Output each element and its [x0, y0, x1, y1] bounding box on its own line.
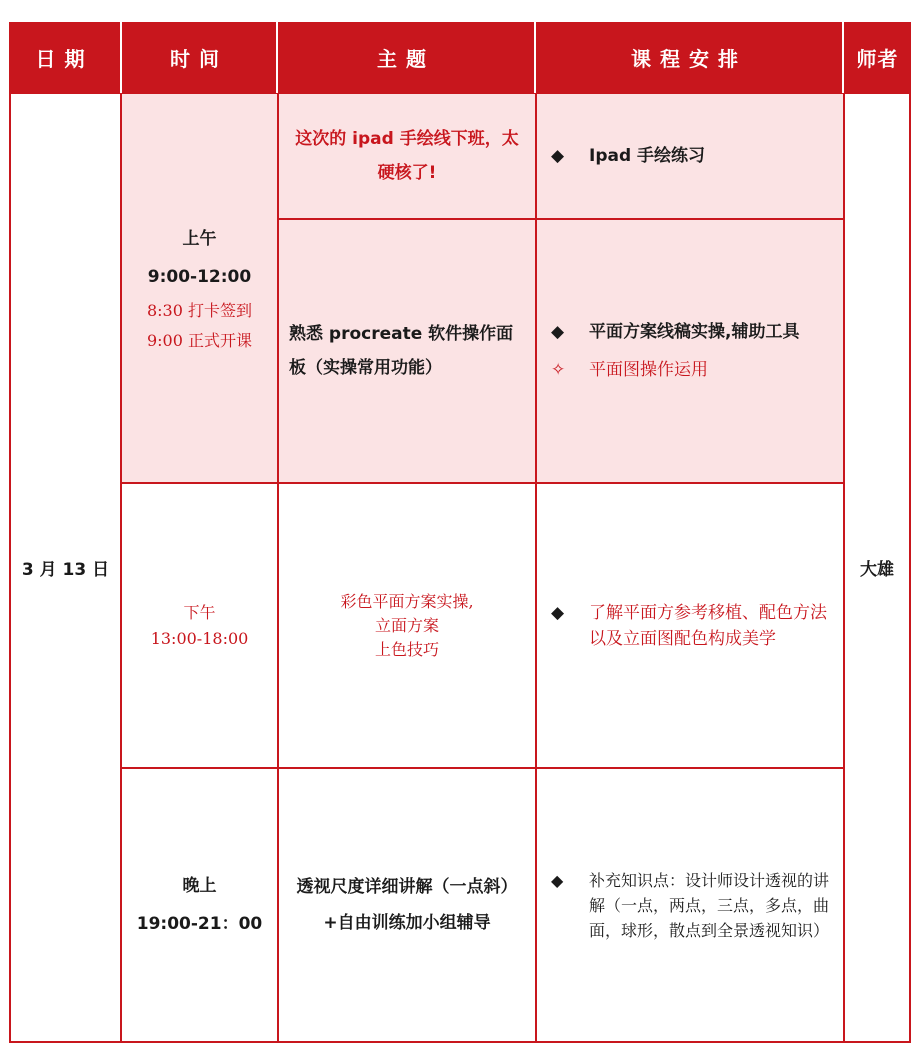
schedule-text: Ipad 手绘练习 — [589, 146, 706, 166]
four-point-star-icon: ✧ — [551, 360, 566, 380]
topic-cell-3 — [278, 483, 536, 768]
diamond-icon: ◆ — [551, 870, 564, 890]
header-topic: 主题 — [278, 22, 534, 93]
header-schedule: 课程安排 — [536, 22, 842, 93]
schedule-text: 补充知识点：设计师设计透视的讲解（一点，两点，三点，多点，曲面，球形，散点到全景透视知识） — [589, 870, 830, 940]
afternoon-period: 下午 — [183, 602, 216, 622]
diamond-icon: ◆ — [551, 146, 565, 166]
schedule-item — [545, 600, 835, 652]
schedule-item — [545, 868, 835, 943]
topic-evening-line1: 透视尺度详细讲解（一点斜） — [296, 877, 518, 897]
diamond-icon: ◆ — [551, 602, 565, 623]
morning-checkin: 8:30 打卡签到 — [146, 301, 253, 320]
schedule-item — [545, 357, 708, 383]
morning-time: 9:00-12:00 — [147, 267, 252, 287]
topic-afternoon-line3: 上色技巧 — [374, 639, 439, 659]
schedule-text: 平面图操作运用 — [589, 360, 708, 380]
topic-cell-2 — [278, 219, 536, 483]
topic-cell-4 — [278, 768, 536, 1043]
teacher-cell — [844, 93, 911, 1043]
schedule-text: 平面方案线稿实操,辅助工具 — [589, 322, 800, 342]
schedule-item — [545, 143, 705, 169]
topic-morning-2: 熟悉 procreate 软件操作面板（实操常用功能） — [289, 324, 514, 378]
schedule-cell-4 — [536, 768, 844, 1043]
schedule-item — [545, 319, 799, 345]
schedule-cell-2 — [536, 219, 844, 483]
evening-period: 晚上 — [182, 876, 217, 896]
schedule-text: 了解平面方参考移植、配色方法以及立面图配色构成美学 — [589, 602, 827, 649]
topic-afternoon-line1: 彩色平面方案实操, — [340, 591, 474, 611]
topic-cell-1 — [278, 93, 536, 219]
time-cell-morning — [121, 93, 278, 483]
schedule-cell-3 — [536, 483, 844, 768]
header-time: 时间 — [122, 22, 276, 93]
topic-afternoon-line2: 立面方案 — [374, 615, 439, 635]
header-teacher: 师者 — [844, 22, 911, 93]
time-cell-evening — [121, 768, 278, 1043]
date-text: 3 月 13 日 — [21, 560, 110, 580]
morning-start: 9:00 正式开课 — [146, 331, 253, 350]
afternoon-time: 13:00-18:00 — [150, 628, 249, 648]
diamond-icon: ◆ — [551, 322, 565, 342]
topic-morning-1: 这次的 ipad 手绘线下班，太硬核了! — [295, 129, 519, 183]
header-date: 日期 — [9, 22, 120, 93]
time-cell-afternoon — [121, 483, 278, 768]
schedule-cell-1 — [536, 93, 844, 219]
morning-period: 上午 — [182, 229, 217, 249]
evening-time: 19:00-21：00 — [136, 914, 263, 934]
teacher-name: 大雄 — [860, 560, 894, 580]
date-cell — [9, 93, 121, 1043]
topic-evening-line2: +自由训练加小组辅导 — [323, 913, 491, 933]
